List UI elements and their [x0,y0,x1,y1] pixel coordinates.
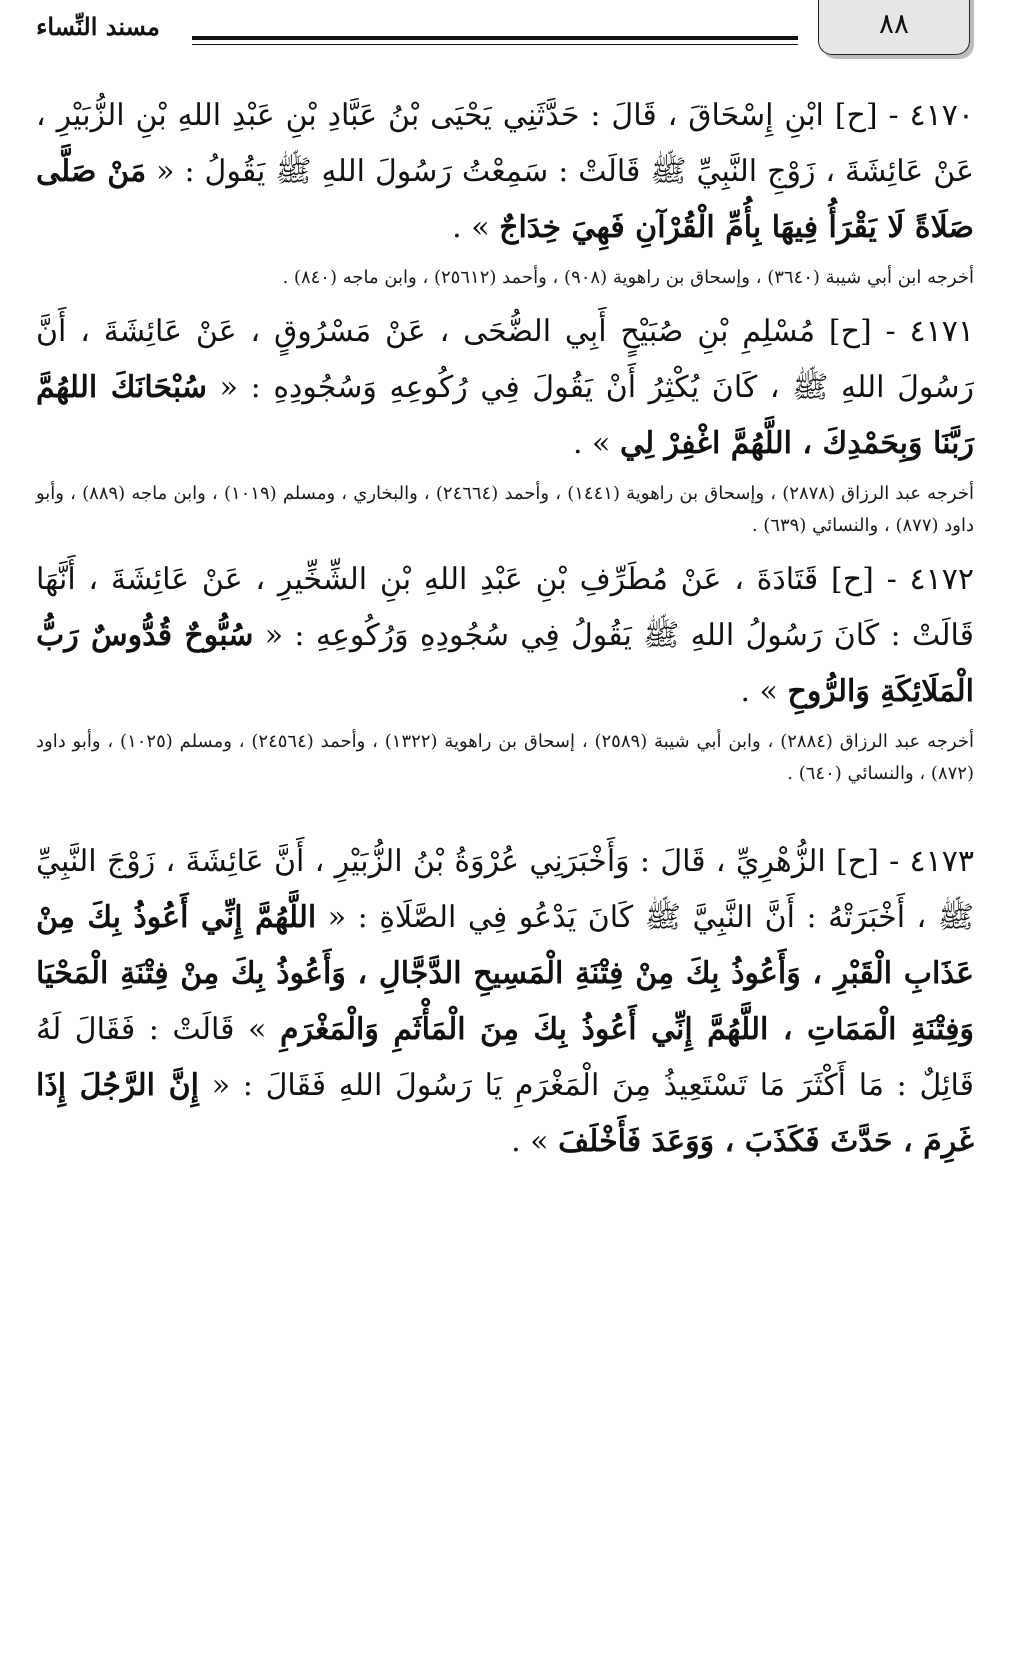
takhrij-note: أخرجه عبد الرزاق (٢٨٨٤) ، وابن أبي شيبة (٢٥٨٩) ، إسحاق بن راهوية (١٣٢٢) ، وأحمد (٢٤٥٦٤) ، ومسلم (١٠٢٥) ، وأبو داود (٨٧٢) ، والنسائي (٦٤٠) . [36,731,974,784]
hadith-number: ٤١٧١ - [885,314,974,349]
hadith-closing: » . [572,426,620,461]
hadith-matn: سُبُّوحٌ قُدُّوسٌ رَبُّ الْمَلَائِكَةِ وَالرُّوحِ [36,618,974,709]
hadith-number: ٤١٧٣ - [889,844,974,879]
hadith-isnad: [ح] ابْنِ إِسْحَاقَ ، قَالَ : حَدَّثَنِي يَحْيَى بْنُ عَبَّادِ بْنِ عَبْدِ اللهِ بْنِ الزُّبَيْرِ ، عَنْ عَائِشَةَ ، زَوْجِ النَّبِيِّ ﷺ قَالَتْ : سَمِعْتُ رَسُولَ اللهِ ﷺ يَقُولُ : « [36,98,974,189]
header-rule [192,36,798,40]
hadith-closing: » . [511,1124,559,1159]
hadith-isnad: [ح] الزُّهْرِيِّ ، قَالَ : وَأَخْبَرَنِي عُرْوَةُ بْنُ الزُّبَيْرِ ، أَنَّ عَائِشَةَ ، زَوْجَ النَّبِيِّ ﷺ ، أَخْبَرَتْهُ : أَنَّ النَّبِيَّ ﷺ كَانَ يَدْعُو فِي الصَّلَاةِ : « [36,844,974,935]
page-number: ٨٨ [878,6,910,40]
hadith-entry [36,834,974,1170]
main-content [36,88,974,1170]
hadith-closing: » . [452,210,500,245]
takhrij-note: أخرجه ابن أبي شيبة (٣٦٤٠) ، وإسحاق بن راهوية (٩٠٨) ، وأحمد (٢٥٦١٢) ، وابن ماجه (٨٤٠) . [282,267,974,288]
hadith-matn: سُبْحَانَكَ اللهُمَّ رَبَّنَا وَبِحَمْدِكَ ، اللَّهُمَّ اغْفِرْ لِي [36,370,974,461]
hadith-closing: » . [740,674,788,709]
hadith-matn-reply: إِنَّ الرَّجُلَ إِذَا غَرِمَ ، حَدَّثَ فَكَذَبَ ، وَوَعَدَ فَأَخْلَفَ [36,1068,974,1159]
hadith-number: ٤١٧٢ - [886,562,974,597]
hadith-narration: » قَالَتْ : فَقَالَ لَهُ قَائِلٌ : مَا أَكْثَرَ مَا تَسْتَعِيذُ مِنَ الْمَغْرَمِ يَا رَسُولَ اللهِ فَقَالَ : « [36,1012,975,1103]
book-title: مسند النِّساء [36,12,160,41]
page-number-tab [818,0,970,55]
running-header [0,0,1010,70]
hadith-number: ٤١٧٠ - [888,98,974,133]
hadith-entry [36,88,974,256]
hadith-entry [36,304,974,472]
hadith-matn: اللَّهُمَّ إِنِّي أَعُوذُ بِكَ مِنْ عَذَابِ الْقَبْرِ ، وَأَعُوذُ بِكَ مِنْ فِتْنَةِ الْمَسِيحِ الدَّجَّالِ ، وَأَعُوذُ بِكَ مِنْ فِتْنَةِ الْمَحْيَا وَفِتْنَةِ الْمَمَاتِ ، اللَّهُمَّ إِنِّي أَعُوذُ بِكَ مِنَ الْمَأْثَمِ وَالْمَغْرَمِ [36,900,974,1047]
hadith-matn: مَنْ صَلَّى صَلَاةً لَا يَقْرَأُ فِيهَا بِأُمِّ الْقُرْآنِ فَهِيَ خِدَاجٌ [36,154,974,245]
takhrij-note: أخرجه عبد الرزاق (٢٨٧٨) ، وإسحاق بن راهوية (١٤٤١) ، وأحمد (٢٤٦٦٤) ، والبخاري ، ومسلم (١٠١٩) ، وابن ماجه (٨٨٩) ، وأبو داود (٨٧٧) ، والنسائي (٦٣٩) . [36,483,974,536]
hadith-isnad: [ح] قَتَادَةَ ، عَنْ مُطَرِّفِ بْنِ عَبْدِ اللهِ بْنِ الشِّخِّيرِ ، عَنْ عَائِشَةَ ، أَنَّهَا قَالَتْ : كَانَ رَسُولُ اللهِ ﷺ يَقُولُ فِي سُجُودِهِ وَرُكُوعِهِ : « [36,562,974,653]
hadith-isnad: [ح] مُسْلِمِ بْنِ صُبَيْحٍ أَبِي الضُّحَى ، عَنْ مَسْرُوقٍ ، عَنْ عَائِشَةَ ، أَنَّ رَسُولَ اللهِ ﷺ ، كَانَ يُكْثِرُ أَنْ يَقُولَ فِي رُكُوعِهِ وَسُجُودِهِ : « [36,314,974,405]
hadith-entry [36,552,974,720]
